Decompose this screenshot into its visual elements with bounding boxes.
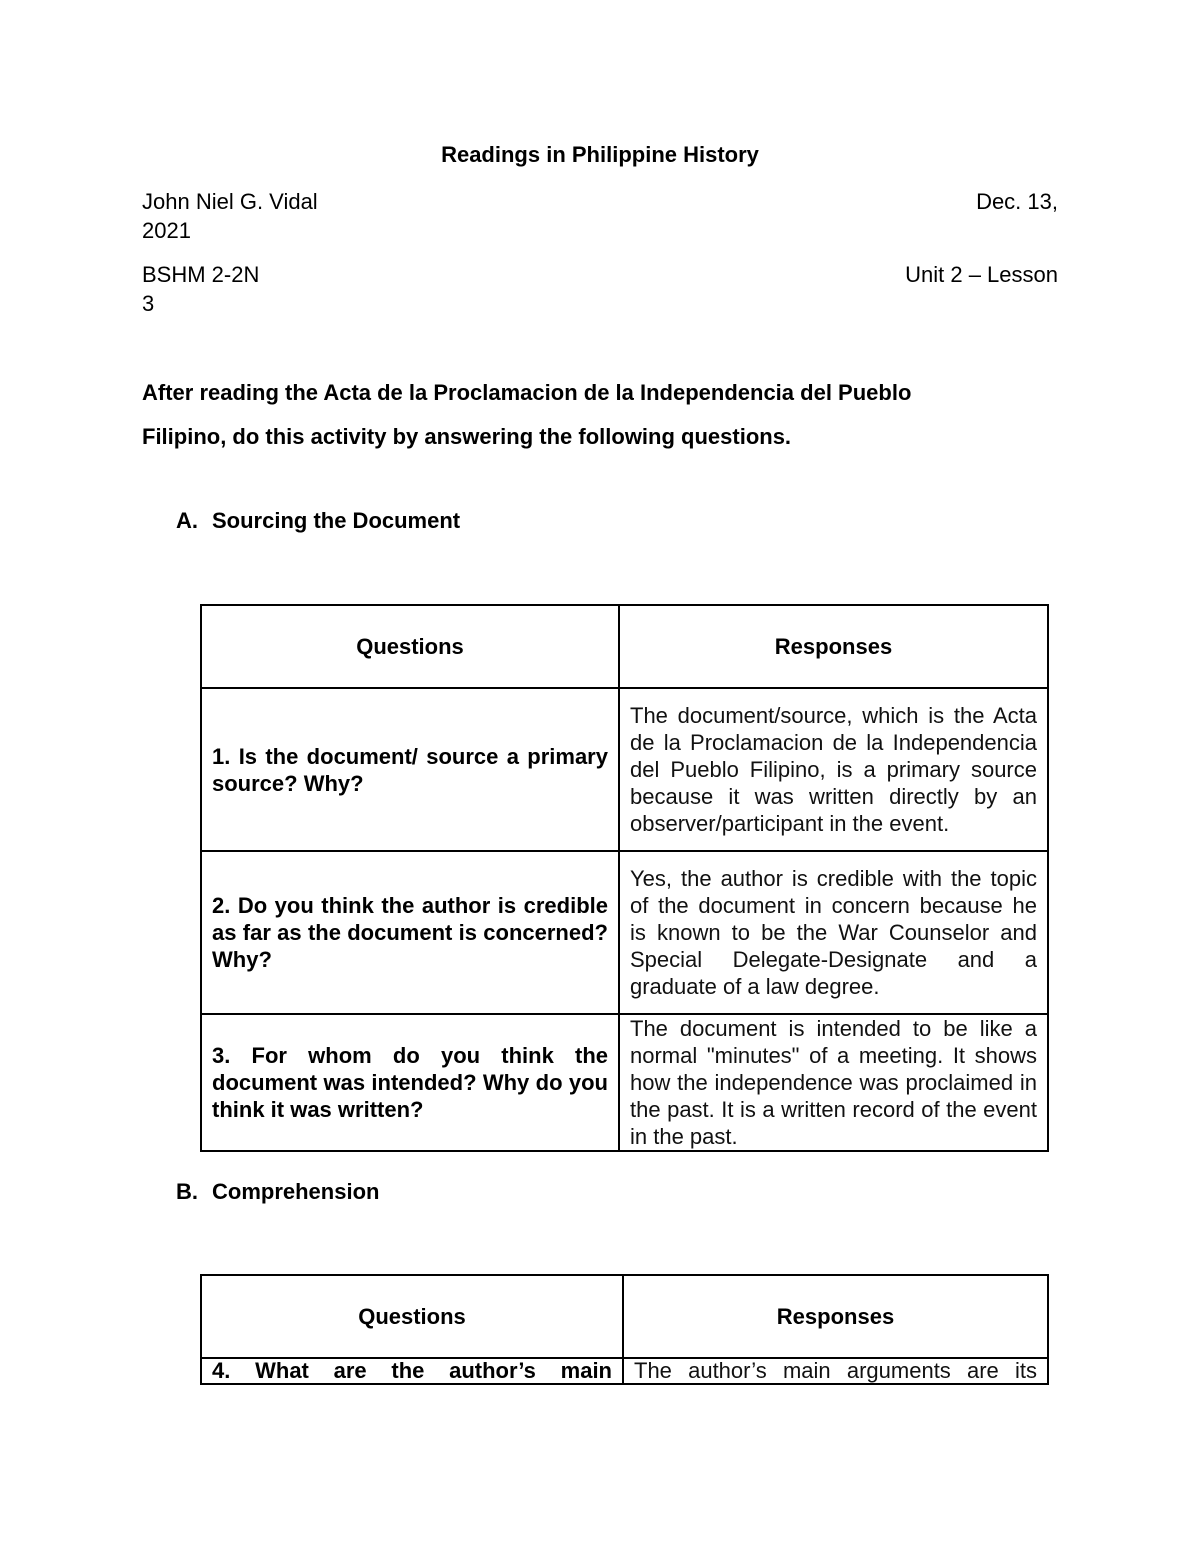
table-header-row bbox=[201, 605, 1048, 688]
responses-header: Responses bbox=[623, 1275, 1048, 1358]
table-row bbox=[201, 1358, 1048, 1384]
section-a-heading bbox=[176, 508, 460, 534]
question-cell bbox=[201, 851, 619, 1014]
question-cell bbox=[201, 688, 619, 851]
question-number: 1. bbox=[212, 743, 231, 769]
class-section: BSHM 2-2N bbox=[142, 262, 260, 287]
instruction-line-1: After reading the Acta de la Proclamacion de la Independencia del Pueblo bbox=[142, 380, 912, 405]
header-section-unit bbox=[142, 260, 1058, 318]
header-name-date bbox=[142, 187, 1058, 245]
section-a-title: Sourcing the Document bbox=[212, 508, 461, 533]
sourcing-table bbox=[200, 604, 1049, 1152]
question-number: 3. bbox=[212, 1043, 231, 1068]
question-number: 2. bbox=[212, 893, 231, 918]
response-cell: The document/source, which is the Acta de la Proclamacion de la Independencia del Pueblo Filipino, is a primary source because it was written directly by an observer/participant in the event. bbox=[619, 688, 1048, 851]
question-cell bbox=[201, 1358, 623, 1384]
table-row bbox=[201, 1014, 1048, 1151]
responses-header: Responses bbox=[619, 605, 1048, 688]
response-cell: The author’s main arguments are its bbox=[623, 1358, 1048, 1384]
section-b-letter: B. bbox=[176, 1179, 198, 1204]
question-text: Is the document/ source a primary source? Why? bbox=[212, 743, 608, 796]
unit-lesson-line1: Unit 2 – Lesson bbox=[905, 262, 1058, 287]
section-b-heading bbox=[176, 1179, 379, 1205]
document-date-line1: Dec. 13, bbox=[976, 189, 1058, 214]
question-text: Do you think the author is credible as far as the document is concerned? Why? bbox=[212, 893, 608, 972]
section-b-title: Comprehension bbox=[212, 1179, 380, 1204]
table-row bbox=[201, 851, 1048, 1014]
table-header-row bbox=[201, 1275, 1048, 1358]
student-name: John Niel G. Vidal bbox=[142, 189, 318, 214]
comprehension-table bbox=[200, 1274, 1049, 1385]
document-title: Readings in Philippine History bbox=[441, 142, 759, 167]
section-a-letter: A. bbox=[176, 508, 198, 533]
instruction-line-2: Filipino, do this activity by answering the following questions. bbox=[142, 424, 792, 449]
table-row bbox=[201, 688, 1048, 851]
response-cell: The document is intended to be like a normal "minutes" of a meeting. It shows how the independence was proclaimed in the past. It is a written record of the event in the past. bbox=[619, 1014, 1048, 1151]
question-text: For whom do you think the document was intended? Why do you think it was written? bbox=[212, 1043, 608, 1122]
questions-header: Questions bbox=[201, 1275, 623, 1358]
unit-lesson-line2: 3 bbox=[142, 291, 155, 316]
question-number: 4. bbox=[212, 1358, 231, 1383]
question-cell bbox=[201, 1014, 619, 1151]
response-cell: Yes, the author is credible with the topic of the document in concern because he is known to be the War Counselor and Special Delegate-Designate and a graduate of a law degree. bbox=[619, 851, 1048, 1014]
question-text: What are the author’s main bbox=[255, 1358, 612, 1383]
document-date-line2: 2021 bbox=[142, 218, 191, 243]
questions-header: Questions bbox=[201, 605, 619, 688]
